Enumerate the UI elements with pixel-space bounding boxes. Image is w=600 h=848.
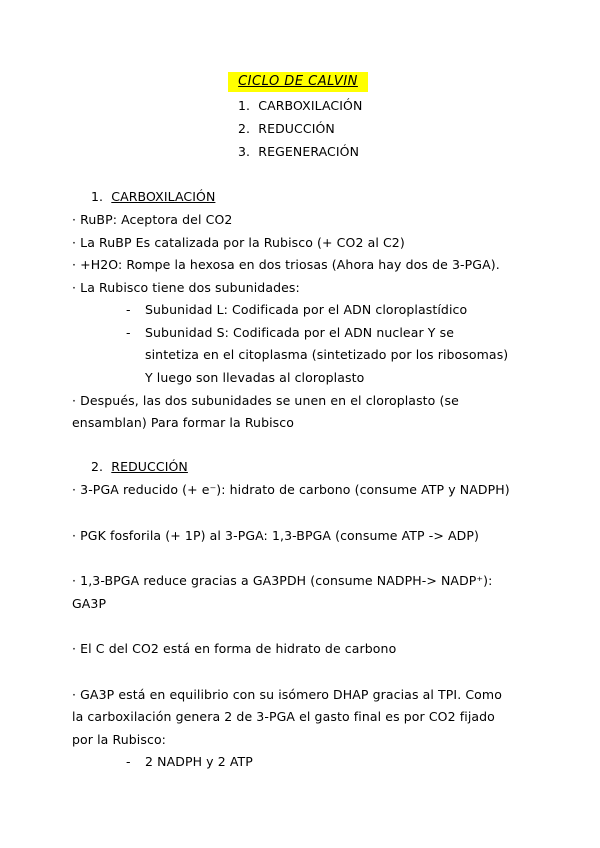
index-item: 3. REGENERACIÓN xyxy=(238,144,360,159)
index-item: 2. REDUCCIÓN xyxy=(238,121,335,136)
text-line: · La RuBP Es catalizada por la Rubisco (+ CO2 al C2) xyxy=(72,235,405,250)
dash-marker: - xyxy=(126,754,131,769)
sub-item: Subunidad S: Codificada por el ADN nuclear Y se xyxy=(145,325,454,340)
text-line: · El C del CO2 está en forma de hidrato de carbono xyxy=(72,641,397,656)
sub-item: Y luego son llevadas al cloroplasto xyxy=(145,370,365,385)
text-line: por la Rubisco: xyxy=(72,732,166,747)
text-line: · Después, las dos subunidades se unen en el cloroplasto (se xyxy=(72,393,459,408)
section-heading: 2. REDUCCIÓN xyxy=(91,459,188,474)
page-title: CICLO DE CALVIN xyxy=(228,72,368,92)
text-line: · 1,3-BPGA reduce gracias a GA3PDH (consume NADPH-> NADP⁺): xyxy=(72,573,493,588)
text-line: · RuBP: Aceptora del CO2 xyxy=(72,212,233,227)
dash-marker: - xyxy=(126,302,131,317)
dash-marker: - xyxy=(126,325,131,340)
text-line: GA3P xyxy=(72,596,107,611)
text-line: · La Rubisco tiene dos subunidades: xyxy=(72,280,300,295)
sub-item: 2 NADPH y 2 ATP xyxy=(145,754,253,769)
section-heading: 1. CARBOXILACIÓN xyxy=(91,189,216,204)
text-line: · PGK fosforila (+ 1P) al 3-PGA: 1,3-BPGA (consume ATP -> ADP) xyxy=(72,528,479,543)
sub-item: sintetiza en el citoplasma (sintetizado por los ribosomas) xyxy=(145,347,509,362)
text-line: · GA3P está en equilibrio con su isómero DHAP gracias al TPI. Como xyxy=(72,687,502,702)
text-line: la carboxilación genera 2 de 3-PGA el gasto final es por CO2 fijado xyxy=(72,709,495,724)
text-line: ensamblan) Para formar la Rubisco xyxy=(72,415,295,430)
text-line: · +H2O: Rompe la hexosa en dos triosas (Ahora hay dos de 3-PGA). xyxy=(72,257,500,272)
sub-item: Subunidad L: Codificada por el ADN cloroplastídico xyxy=(145,302,468,317)
text-line: · 3-PGA reducido (+ e⁻): hidrato de carbono (consume ATP y NADPH) xyxy=(72,482,510,497)
index-item: 1. CARBOXILACIÓN xyxy=(238,98,363,113)
